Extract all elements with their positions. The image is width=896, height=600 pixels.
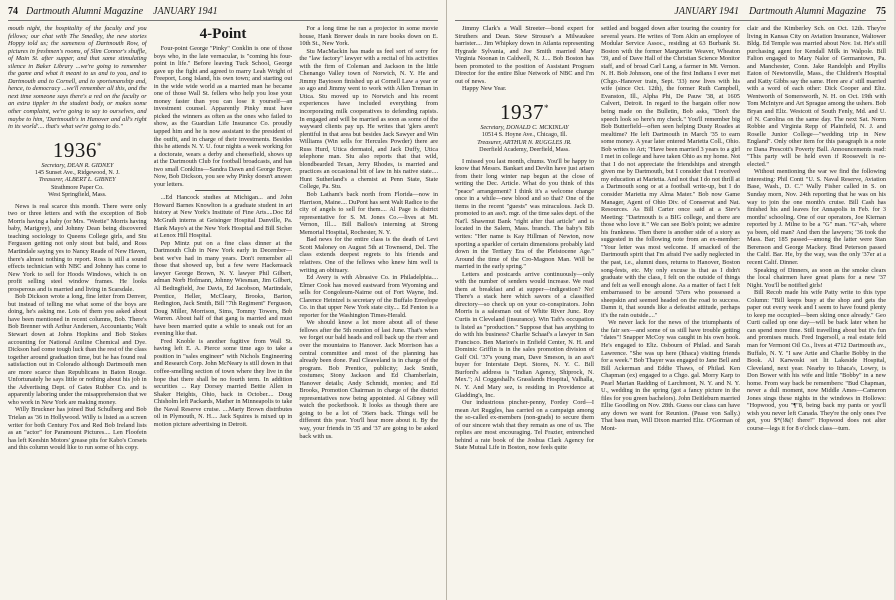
class-year: 1937* [500, 99, 549, 124]
left-column-2 [154, 25, 293, 600]
right-column-2 [601, 25, 740, 600]
divider [195, 190, 250, 191]
paragraph: We never lack for the news of the triumphants of the fair sex—and some of us still have trouble getting "dates"! Snapper McCoy was caught in his own hook. He's engaged to Eliz. Osbourn of Philad. and Sarah Lawrence. "She was up here (Ithaca) visiting friends for a week." Bob Thayer was engaged to Jane Bell and Bill Ackerman and Eddie Thaws, of Philad. Ken Chapman (ex) engaged to a Chgo. gal. Morry Karp to Pearl Marian Radding of Larchmont, N. Y. and N. Y. U., wedding in the spring (got a fancy picture in the files for you green bachelors). John Deitleburn married Ellie Goodling on Nov. 28th. Guess our class can have any down we want for Reunion. (Pease von Sally.) That bass man, Will Dixon married Eliz. O'Gorman of Mont- [601, 319, 740, 432]
treasurer-address-1: Strathmore Paper Co. [51, 184, 104, 191]
paragraph: Bill Recob made his wife Patty write to this type Column: "Bill keeps busy at the shop and gets the paper out every week and I seem to have found plenty to keep me occupied—been skiing once already." Geo Curti called up one day—will be back later when he can spend more time. Still travelling about but it's fun and promises much. Fred Ingersoll, a real estate feld man for Vermont Oil Co., lives at 4712 Dartmouth av., Buffalo, N. Y. "I saw Artie and Charlie Bobby in the Book. Al Karwoski set lit Lakeside Hospital, Cleveland, next year. Nearby to Ithaca's, Lowry, is Don Bower with his wife and little "Bobby" in a new home. From way back be remembers: "Bud Chapman, never a dull moment, now Middle Ames—Cameron Jones sings these nights in the windows in Hollows: "Hopwood, you "¶"8, being back my pants or you'll wish you never left Canada. They're the only ones I've got, you $*(!&(! there!" Hopwood does not alter course—legs it for 8 o'clock class—turn. [747, 289, 886, 432]
issue-date-left: JANUARY 1941 [153, 6, 218, 17]
class-year: 1936* [52, 137, 102, 162]
left-page [0, 0, 447, 600]
paragraph: Four-point George "Pinky" Conklin is one of those boys who, in the late vernacular, is "coming his four-point in life." Before leaving Tuck School, George gave up the fight and agreed to marry Leah Wright of Freeport, Long Island, his own town; and starting out in the wide wide world as a married man he became one of those Wall St. fellers who help you lose your money faster than you can lose it yourself—an investment counsel. Apparently Pinky must have picked the winners as often as the ones who failed to show, as the Guardian Life Insurance Co. proudly tapped him and he is now assistant to the president of the outfit, and in charge of their investments. Besides this he attends N. Y. U. four nights a week working for a doctorate, wears a derby and cheesefield, shows up at the Dartmouth Club for football broadcasts, and has two small Conklins—Sandra Dawn and George Bryer. Now, Bob Dickson, you see why Pinky doesn't answer your letters. [153, 45, 293, 188]
class-officers [8, 163, 147, 200]
paragraph: Bob Latham's back north from Florida—now in Harrison, Maine.... DuPont has sent Walt Radice to the city of angels to sell for them.... Al Page is district representative for S. M. Jones Co.—lives at Mt. Vernon, Ill.... Bill Ballou's interning at Strong Memorial Hospital, Rochester, N. Y. [299, 191, 439, 236]
paragraph: Speaking of Dinners, as soon as the smoke clears the local chairmen have great plans for a new '37 Night. You'll be notified girls! [747, 266, 886, 289]
paragraph: For a long time he ran a projector in some movie house, Hank Brewer deals in rare books down on E. 10th St., New York. [299, 25, 439, 48]
magazine-name-left: Dartmouth Alumni Magazine [26, 6, 144, 17]
treasurer: Treasurer, ARTHUR N. RUGGLES JR. [477, 139, 572, 146]
paragraph: Bob Dickson wrote a long, fine letter from Denver, but instead of telling me what some of the boys are doing, he's asking me. Lots of them you asked about have been mentioned in recent columns, Bob. There's Bob Brenner with Arthur Andersen, Accountants; Walt Stewart down at Johns Hopkins and Bob Stokes accounting for National Aniline Chemical and Dye. Dickson had come tough luck than the rest of the class together around graduation time, but he has found real satisfaction out in Colorado although Dartmouth men are more scarce than Republicans in Baton Rouge. Unfortunately he says little or nothing about his job in the Advertising Dept. of Gates Rubber Co. and is apparently laboring under the misapprehension that we who work in New York are making money. [8, 293, 147, 406]
paragraph: News is real scarce this month. There were only two or three letters and with the exception of Bob Morris having a baby (or Mrs. "Weetie" Morris having baby, Marigrey), and Johnny Dean being discovered teaching sociology to Queens College girls, and Stu Ferguson getting not only stout but bald, and Ross Martindale saying yes to Nancy Reade of New Haven, there's almost nothing to report. Ross is still a sound effects technician with NBC and Johnny has come to New York to sell for Hoods Windows, which is on profit selling steel window frames. He looks prosperous and is married and living in Scarsdale. [8, 202, 147, 293]
paragraph: Fred Knoble is another fugitive from Wall St. having left E. A. Pierce some time ago to take a position in "sales engineer" with Nichols Engineering and Research Corp. John McNeary is still down in that coffee-smelling section of town where they live in the hope that there shall be no fourth term. In addition securities ... Ray Dorsey married Bettie Allen in Shaker Heights, Ohio, back in October.... Doug Chisholm left Packards, Mather in Minneapolis to take the Naval Reserve cruise. ....Marty Brown distributes oil in Plymouth, N. H.... Jack Squires is mixed up in motion picture advertising in Detroit. [153, 337, 293, 428]
paragraph: Stu MacMackin has made us feel sort of sorry for the "law factory" lawyer with a recital of his activities with the firm of Coleman and Jackson in the little Chenango Valley town of Norwich, N. Y. He and Jimmy Baytoson finished up at Cornell Law a year or so ago and Jimmy went to work with Allen Treman in Utica. Stu moved up to Norwich and his recent experiences have included everything from incorporating milk cooperatives to defending rapists. In engaged and will be married as soon as some of the wayward clients pay up. He writes that 'glers aren't plentiful in that area but besides Jack Sawyer and Win Williams (Win sells for Hercules Powder) there are Russ Hurd, Utica dermatol, and Jack Duffy, Utica telephone man. Stu also reports that that wild, blondbearded Texan, Jerry Rhodes, is married and practices an occasional bit of law in his native state.... Hunt Sutherland's a chemist at Penn State, State College, Pa. Stu. [299, 47, 439, 191]
paragraph: We should know a lot more about all of these fellows after the 5th reunion of last June. That's when we forget our bald heads and roll back up the river and over the mountains to Hanover. Jack Morrison has a central committee and most of the planning has already been done. Paul Cleaveland is in charge of the program. Bob Prentice, publicity; Jack Smith, costumes; Stony Jackson and Ed Chamberlain, Hanover details; Andy Schmidt, monies; and Ed Brooks, Promotion Chairman in charge of the district representatives now being appointed. Al Gibney will watch the pocketbook. It looks as though there are going to be a lot of '36ers back. Things will be different this year. You'll hear more about it. By the way, your friends in '35 and '37 are going to be asked back with us. [299, 319, 439, 440]
paragraph: I missed you last month, chums. You'll be happy to know that Messrs. Bankart and Devlin have just arisen from their long winter nap begun at the close of writing the Dec. Article. What do you think of this "peace" arrangement? I think it's a welcome change once in a while—new blood and so that? One of the items in the recent "guests" was miraculous. Jack D. promoted to an ass't. mgr. of the time sales dept. of the Nat'l. Shawmut Bank "right after that article" and is located in the Salem, Mass. branch. The baby's Bib writes: "Her name is Kay Hillman of Newton, now sporting a sparkler of certain dimensions probably laid down in the Tertiary Era of the Pleistocene Age." Around the time of the Cro-Magnon Man. Will be married in the early spring." [455, 157, 594, 271]
right-page [447, 0, 894, 600]
page-number-left: 74 [8, 6, 18, 17]
left-column-3 [299, 25, 438, 600]
issue-date-right: JANUARY 1941 [674, 6, 739, 17]
class-officers [455, 125, 594, 155]
treasurer: Treasurer, ALBERT L. GIBNEY [38, 177, 116, 184]
right-column-1 [455, 25, 594, 600]
paragraph: clair and the Kimberley Sch. on Oct. 12th. They're living in Kansas City on Aviation Insurance, Waltower Bldg. Ed Temple was married about Nov. 1st. He's still purchasing agent for Kendall Milk in Walpole. Bill Falion engaged to Mary Nalor of Germantown, Pa. and Manchester, Conn. Jake Randolph and Phyllis Eaton of Newtonville, Mass., the Children's Hospital and Katty Gibbs say the same. Here are a' still married with a word of each other: Dick Cooper and Eliz. Wentworth of Somersworth, N. H. on Oct. 19th with Tom McIntyre and Art Sprague among the ushers. Bob Bryan and Eliz. Westcott of South Fenly, Md. and U. of N. Carolina on the same day. The next Sat. Norm Robbie and Virginia Repp of Plainfield, N. J. and Roselle Junior College—"wedding trip in New England". Only other item for this paragraph is a note re Dana Prescott's Poverty Ball. Announcements read: "This party will be held even if Roosevelt is re-elected." [747, 25, 886, 168]
paragraph: ...Ed Hancock studies at Michigan... and John Howard Barnes Knowlton is a graduate student in art history at New York's Institute of Fine Arts....Doc Ed McGrath interns at Geisinger Hospital Danville, Pa. Hank Mayo's at the New York Hospital and Bill Sicher at Lenox Hill Hospital. [153, 194, 293, 240]
paragraph: Our industrious pincher-penny, Fordey Cord—I mean Art Ruggles, has carried on a campaign among the so-called ex-members (non-grads) to secure them of our sincere wish that they remain as one of us. The replies are most encouraging. Tel Frazier, entrenched behind a rate book of the Joshua Clark Agency for State Mutual Life in Boston, now feels quite [455, 399, 594, 452]
left-columns [8, 25, 438, 600]
running-header-right [455, 6, 886, 21]
secretary-address: 10514 S. Hoyne Ave., Chicago, Ill. [481, 132, 568, 139]
class-heading-1937 [455, 97, 594, 123]
section-title-4-point: 4-Point [199, 26, 247, 42]
secretary: Secretary, DONALD C. MCKINLAY [480, 124, 569, 131]
right-column-3 [747, 25, 886, 600]
class-heading-1936 [8, 135, 147, 161]
page-number-right: 75 [876, 6, 886, 17]
paragraph: mouth night, the hospitality of the faculty and you fellows; our chat with The Smedley, the new stories Hoppy told us; the sameness of Dartmouth Row, of pictures in freshmen's rooms, of Slim Connor's shuffle, of Main St. after supper, and that same stimulating silence in Baker Library ...we're going to remember the game and what it meant to us and to you, and to Dartmouth and to Cornell, and to sportsmanship and, hence, to democracy ...we'll remember all this, and the next time someone says there's a red on the faculty or an extra tippler in the student body, or makes some other complaint, we're going to say to ourselves, and maybe to him, 'Dartmouth's in Hanover and all's right in its world'.... that's what we're going to do." [8, 25, 147, 131]
treasurer-address: Deerfield Academy, Deerfield, Mass. [479, 147, 570, 154]
paragraph: Happy New Year. [462, 85, 507, 93]
left-column-1 [8, 25, 147, 600]
running-header-left [8, 6, 438, 21]
paragraph: settled and bogged down after touring the country for several years. He writes of Tom Akin an employee of Modular Service Assoc., residing at 63 Burbank St. Boston with the former Marguerite Weaver, Wheaton '39, and of Dave Hall of the Christian Science Monitor staff, and of broad Carl Lang, a farmer in Mt. Vernon. N. H. Bob Johnson, one of the first Indians I ever met (Chgo.-Hanover train, Sept. '33) now lives with his wife (since Oct. 12th), the former Ruth Campbell, Evanston, Ill., Alpha Phi, De Pauw '38, at 1605 Calvert, Detroit. In regard to the bargain offer now being made on the Bulletin, Bob asks, "Don't the speech look so here's my check." You'll remember big Bob Butterfield—often seen helping Dusty Roades at mealtime? He left Dartmouth in March '35 to earn some money. A year later entered Marietta Coll., Ohio. Bob writes to Art; "Have been married 3 years to a girl I met in college and have taken Ohio as my home. Not that I do not appreciate the friendships and strength given me by Dartmouth, but I consider that I received my education at Marietta. And not that I do not thrill at a Dartmouth song or at a football write-up, but I do consider Marietta my Alma Mater." Bob now Game Manager, Agent of Ohio Div. of Conservat and Nat. Resources. As Bill Carter once said at a Stev's Meeting: "Dartmouth is a BIG college, and there are those who love it." We can see Bob's point; we admire his frankness. Then there is another side of a story as suggested in the following note from an ex-member: "Your letter was most welcome. If smacked of the Dartmouth spirit that I'm afraid I've sadly neglected in the past, i.e., alumni dues, returns to Hanover, Boston song-fests, etc. My only excuse is that as I didn't graduate with the class, I felt on the outside of things and felt as well enough alone. As a matter of fact I felt embarrassed to be around '37ers who possessed a sheepskin and seemed headed on the road to success. Damn it, that sounds like a defeatist attitude, perhaps it's the rain outside...." [601, 25, 740, 319]
paragraph: Willy Bruckner has joined Bud Schulberg and Bob Trielan as '36 in Hollywood. Willy is listed as a screen writer for both Century Fox and Red Bob Ireland lists as an "actor" for Paramount Pictures.... Len Floofein has left Keeshin Motors' grease pits for Kabo's Corsets and this column would like to run some of his copy. [8, 406, 147, 452]
magazine-name-right: Dartmouth Alumni Magazine [748, 6, 866, 17]
right-columns [455, 25, 886, 600]
paragraph: Bad news for the entire class is the death of Levi Scott Maloney on August 5th at Townsend, Del. The class extends deepest regrets to his friends and relatives. One of the fellows who knew him well is writing an obituary. [299, 236, 439, 274]
paragraph: Letters and postcards arrive continuously—only with the number of senders would increase. We read them at breakfast and at supper—indigestion? No! There's a stack here which savors of a classified directory—so check up on your co-conspirators. John Morris is a salesman out of White River Junc. Roy Curtis in Cleveland (insurance). Win Taft's occupation is listed as "production." Suppose that has anything to do with his business? Charlie Schaaf's a lawyer in San Francisco. Ben Marion's in Enfield Center, N. H. and Dominic Griffin is in the sales promotion division of Gulf Oil. '37's young man, Dave Smeson, is an ass't buyer for Interstate Dept. Stores, N. Y. C. Bill Burford's address is "Indian Agency, Shiprock, N. Mex."; Al Coggeshall's Grasslands Hospital, Valhalla, N. Y. And Mary sez, is residing in Providence at Gladding's, Inc. [455, 270, 594, 399]
secretary: Secretary, DEAN R. GIDNEY [41, 162, 114, 169]
paragraph: Ed Avery is with Abrasive Co. in Philadelphia.... Elmer Cook has moved eastward from Wyoming and sells for Congoleum-Nairne out of Fort Wayne, Ind. Clarence Heintzel is secretary of the Buffalo Envelope Co. in that upper New York state city.... Ed Fenton is a reporter for the Washington Times-Herald. [299, 274, 439, 319]
treasurer-address-2: West Springfield, Mass. [48, 192, 107, 199]
paragraph: Without mentioning the war we find the following interesting: Phil Conti "U. S. Naval Reserve, Aviation Base, Wash., D. C." Wally Fisher called in S. on Sunday morn, Nov. 24th reporting that he was on his way to join the one month's cruise. Bill Cash has finished his and leaves for Annapolis in Feb. for 3 months' schooling. One of our operators, Joe Kiernan reported by J. Milne to be a "G" man. "G"-ah, where ya been, old man? And then the lawyers; '36 took the Mass. Bar; 185 passed—among the latter were Stan Berenson and George Mackey. Brad Peterson passed the Calif. Bar. He, by the way, was the only '37er at a recent Calif. Dinner. [747, 168, 886, 266]
paragraph: Jimmy Clark's a Wall Streeter—bond expert for Struthers and Dean. Stew Strouse's a Milwaukee barrister.... Jim Whipkey down in Atlanta representing Hygrade Sylvania, and Joe Smith married Mary Virginia Noonan in Caldwell, N. J.... Bob Boston has been promoted to the position of Assistant Program Director for the entire Blue Network of NBC and I'm out of news. [455, 25, 594, 85]
secretary-address: 145 Sunset Ave., Ridgewood, N. J. [34, 170, 120, 177]
paragraph: Pep Mintz put on a fine class dinner at the Dartmouth Club in New York early in December—best we've had in many years. Don't remember all those that showed up, but a few were Hackensack lawyer George Brown, N. Y. lawyer Phil Gilbert, adman Norb Hofmann, Johnny Wiesman, Jim Gilbert, Al Bedingfield, Joe Davis, Ed Jacobson, Martindale, Prentice, Heller, McCleary, Brooks, Barton, Redington, Jack Smith, Bill "7th Regiment" Ferguson, Doug Miller, Morrison, Sims, Tommy Towers, Bob Warren. About half of that gang is married and must have been married quite a while to sneak out for an evening like that. [153, 239, 293, 338]
